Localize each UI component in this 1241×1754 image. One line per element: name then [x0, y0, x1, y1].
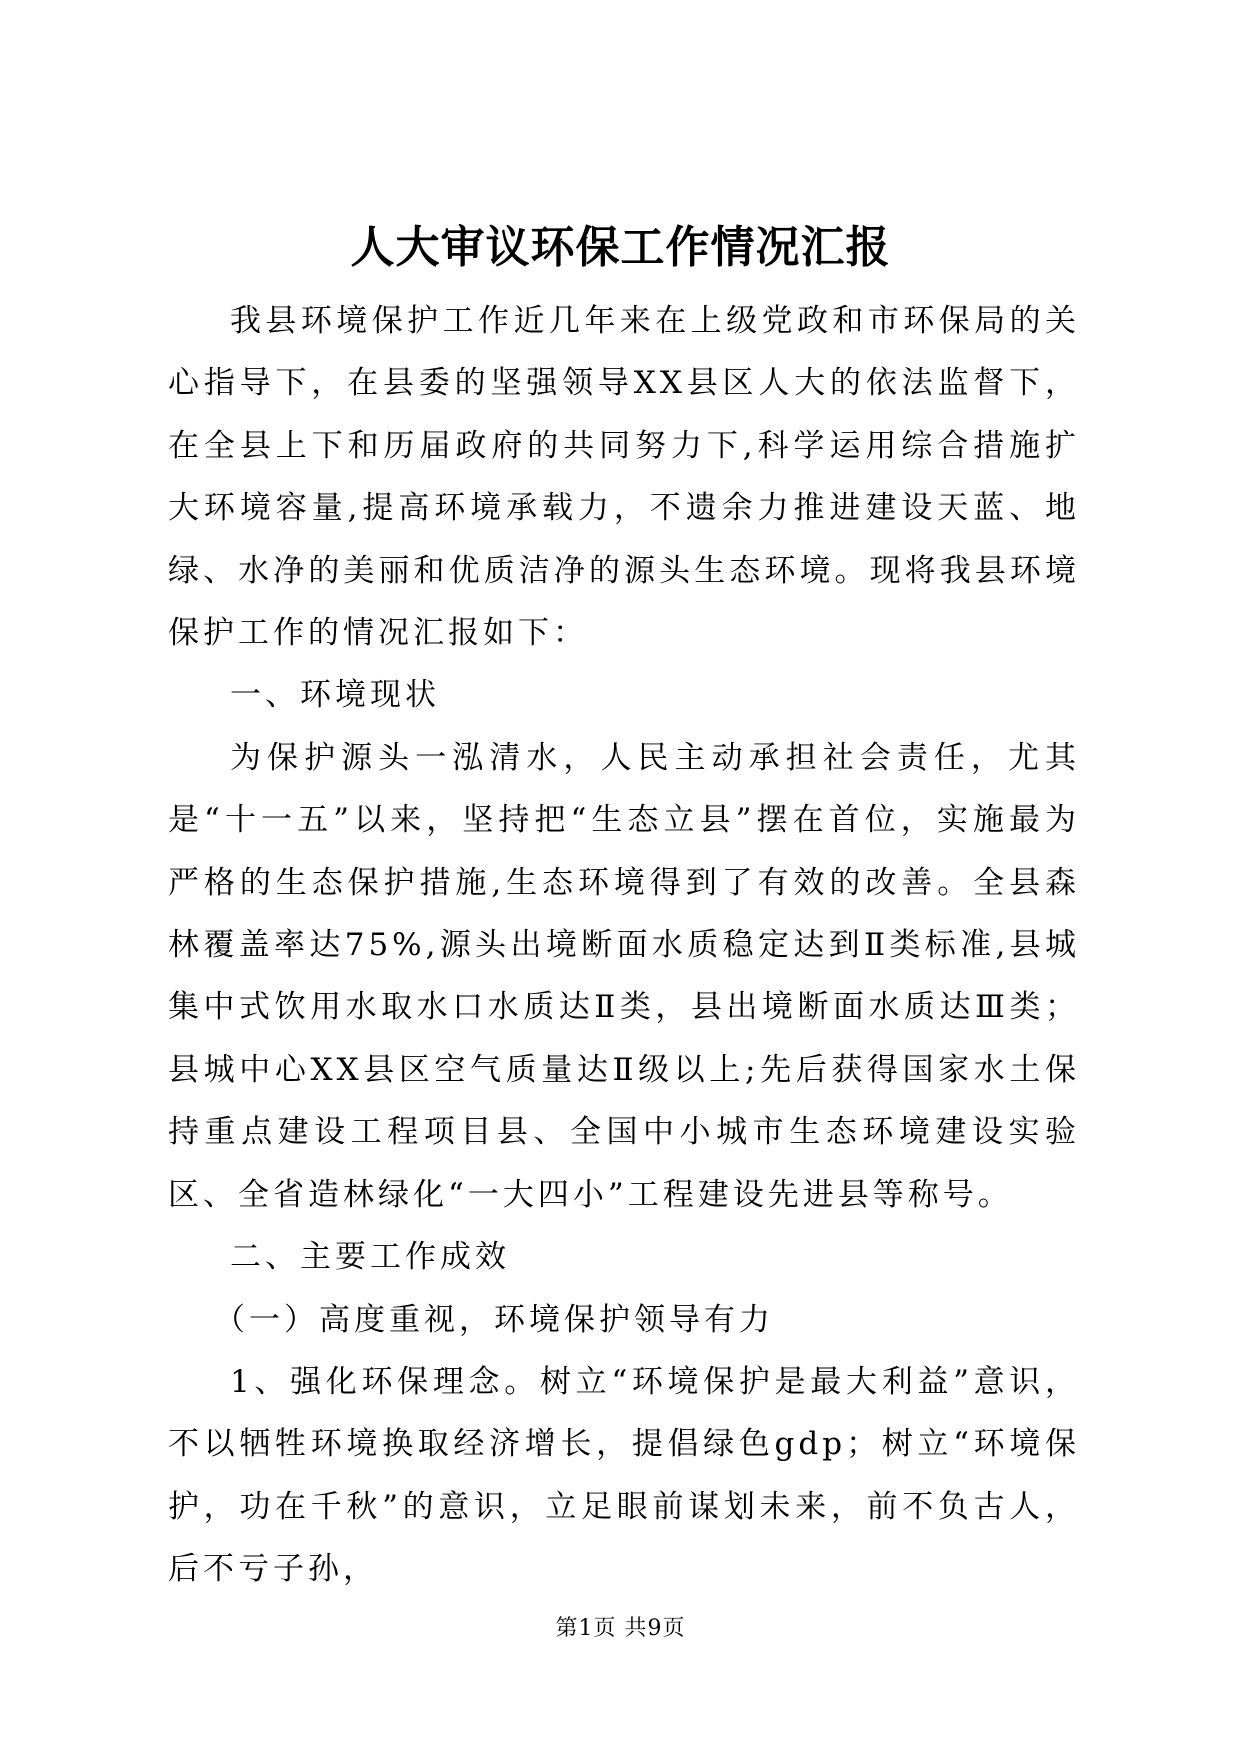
environment-status-paragraph: 为保护源头一泓清水，人民主动承担社会责任，尤其是“十一五”以来，坚持把“生态立县”摆在首位，实施最为严格的生态保护措施,生态环境得到了有效的改善。全县森林覆盖率达75%,源头出境断面水质稳定达到Ⅱ类标准,县城集中式饮用水取水口水质达Ⅱ类，县出境断面水质达Ⅲ类；县城中心XX县区空气质量达Ⅱ级以上;先后获得国家水土保持重点建设工程项目县、全国中小城市生态环境建设实验区、全省造林绿化“一大四小”工程建设先进县等称号。 [168, 739, 1080, 1213]
subsection-heading-leadership: （一）高度重视，环境保护领导有力 [214, 1301, 774, 1338]
document-body [168, 290, 1080, 1601]
intro-paragraph: 我县环境保护工作近几年来在上级党政和市环保局的关心指导下，在县委的坚强领导XX县区人大的依法监督下，在全县上下和历届政府的共同努力下,科学运用综合措施扩大环境容量,提高环境承载力，不遗余力推进建设天蓝、地绿、水净的美丽和优质洁净的源头生态环境。现将我县环境保护工作的情况汇报如下： [168, 303, 1080, 652]
document-title: 人大审议环保工作情况汇报 [350, 222, 891, 273]
item-paragraph-1: 1、强化环保理念。树立“环境保护是最大利益”意识，不以牺牲环境换取经济增长，提倡绿色gdp；树立“环境保护，功在千秋”的意识，立足眼前谋划未来，前不负古人，后不亏子孙， [168, 1363, 1080, 1588]
page-number-footer: 第1页 共9页 [555, 1616, 686, 1641]
section-heading-environment-status: 一、环境现状 [230, 677, 440, 714]
section-heading-main-achievements: 二、主要工作成效 [230, 1239, 510, 1276]
